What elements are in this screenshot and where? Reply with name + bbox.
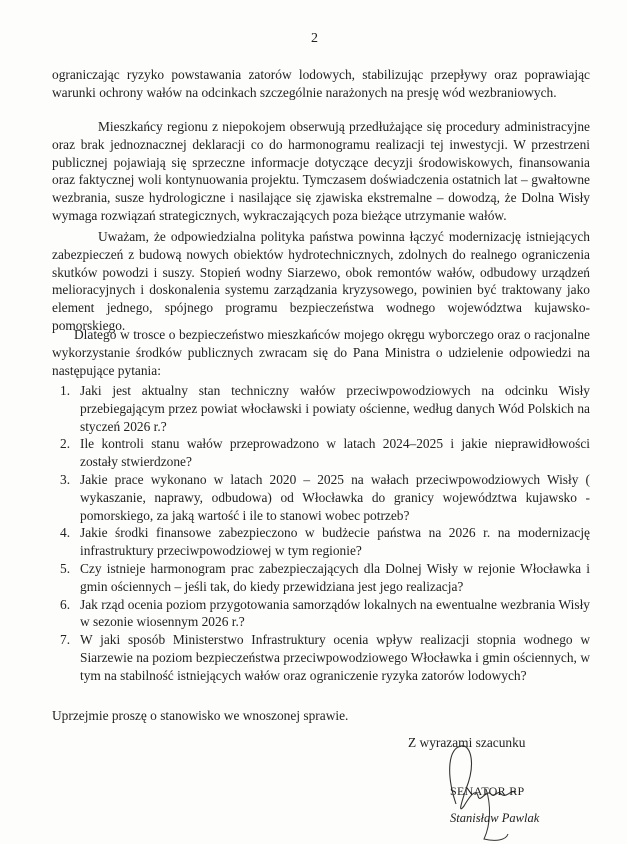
stamp-title: SENATOR RP (450, 784, 525, 798)
question-number: 7. (60, 632, 71, 648)
question-text: Jak rząd ocenia poziom przygotowania samorządów lokalnych na ewentualne wezbrania Wisły w sezonie wiosennym 2026 r.? (80, 596, 590, 630)
paragraph-request: Dlatego w trosce o bezpieczeństwo mieszkańców mojego okręgu wyborczego oraz o racjonalne wykorzystanie środków publicznych zwracam się do Pana Ministra o udzielenie odpowiedzi na następujące pytania: (52, 327, 590, 378)
question-item (52, 631, 590, 684)
regards-line: Z wyrazami szacunku (408, 735, 526, 750)
question-number: 4. (60, 525, 71, 541)
question-number: 6. (60, 596, 71, 612)
question-item (52, 560, 590, 596)
paragraph-residents-concerns: Mieszkańcy regionu z niepokojem obserwują przedłużające się procedury administracyjne oraz brak jednoznacznej deklaracji co do harmonogramu realizacji tej inwestycji. W przestrzeni publicznej pojawiają się sprzeczne informacje dotyczące decyzji środowiskowych, finansowania oraz faktycznej woli kontynuowania projektu. Tymczasem doświadczenia ostatnich lat – gwałtowne wezbrania, susze hydrologiczne i nasilające się zjawiska ekstremalne – dowodzą, że Dolna Wisły wymaga rozwiązań strategicznych, wykraczających poza bieżące utrzymanie wałów. (52, 119, 590, 223)
question-text: Jakie prace wykonano w latach 2020 – 2025 na wałach przeciwpowodziowych Wisły ( wykaszanie, naprawy, odbudowa) od Włocławka do granicy województwa kujawsko - pomorskiego, za jaką wartość i ile to stanowi wobec potrzeb? (80, 471, 590, 523)
questions-list (52, 382, 590, 685)
question-number: 2. (60, 436, 71, 452)
question-text: Ile kontroli stanu wałów przeprowadzono w latach 2024–2025 i jakie nieprawidłowości zostały stwierdzone? (80, 436, 590, 470)
question-text: Jakie środki finansowe zabezpieczono w budżecie państwa na 2026 r. na modernizację infrastruktury przeciwpowodziowej w tym regionie? (80, 525, 590, 559)
stamp-name: Stanisław Pawlak (450, 811, 540, 825)
question-item (52, 382, 590, 435)
question-item (52, 524, 590, 560)
question-text: Jaki jest aktualny stan techniczny wałów przeciwpowodziowych na odcinku Wisły przebiegającym przez powiat włocławski i powiaty ościenne, według danych Wód Polskich na styczeń 2026 r.? (80, 383, 590, 434)
question-item (52, 596, 590, 632)
question-item (52, 435, 590, 471)
question-number: 1. (60, 383, 71, 398)
question-text: Czy istnieje harmonogram prac zabezpieczających dla Dolnej Wisły w rejonie Włocławka i gmin ościennych – jeśli tak, do kiedy przewidziana jest jego realizacja? (80, 560, 590, 594)
question-number: 3. (60, 471, 71, 487)
paragraph-policy-opinion: Uważam, że odpowiedzialna polityka państwa powinna łączyć modernizację istniejących zabezpieczeń z budową nowych obiektów hydrotechnicznych, zdolnych do realnego ograniczenia skutków powodzi i suszy. Stopień wodny Siarzewo, obok remontów wałów, odbudowy urządzeń melioracyjnych i doskonalenia systemu zarządzania kryzysowego, powinien być traktowany jako element jednego, spójnego programu bezpieczeństwa wodnego województwa kujawsko-pomorskiego. (52, 229, 590, 333)
question-text: W jaki sposób Ministerstwo Infrastruktury ocenia wpływ realizacji stopnia wodnego w Siarzewie na poziom bezpieczeństwa przeciwpowodziowego Włocławka i gmin ościennych, w tym na stabilność istniejących wałów oraz ograniczenie ryzyka zatorów lodowych? (80, 632, 590, 683)
question-number: 5. (60, 560, 71, 576)
question-item (52, 471, 590, 524)
page-number: 2 (311, 31, 318, 46)
closing-line: Uprzejmie proszę o stanowisko we wnoszonej sprawie. (52, 708, 349, 723)
paragraph-continuation: ograniczając ryzyko powstawania zatorów lodowych, stabilizując przepływy oraz poprawiając warunki ochrony wałów na odcinkach szczególnie narażonych na presję wód wezbraniowych. (52, 67, 590, 100)
